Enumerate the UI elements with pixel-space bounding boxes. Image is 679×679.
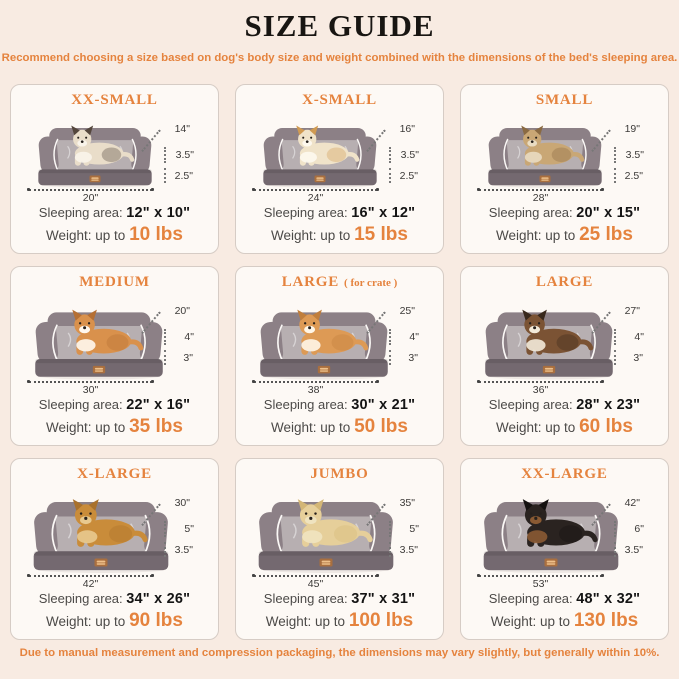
width-dim-label: 45"	[307, 578, 324, 591]
bed-illustration	[23, 293, 206, 396]
sleeping-area-line	[248, 396, 431, 416]
weight-line	[248, 415, 431, 439]
base-height-dim-label: 3"	[408, 352, 418, 364]
weight-line	[248, 223, 431, 247]
weight-line	[248, 609, 431, 633]
weight-value: 10 lbs	[129, 224, 183, 246]
base-height-dim-line	[164, 542, 166, 557]
base-height-dim-label: 2.5"	[624, 170, 643, 182]
dog-bed-with-french-bulldog-image	[481, 117, 609, 189]
dog-bed-with-puppy-image	[256, 117, 384, 189]
base-height-dim-label: 2.5"	[174, 170, 193, 182]
depth-dim-label: 19"	[624, 123, 640, 135]
depth-dim-label: 30"	[174, 497, 190, 509]
dog-bed-with-golden-retriever-image	[25, 489, 177, 574]
width-dim-line	[479, 381, 602, 383]
size-card-medium	[10, 266, 219, 446]
sleeping-area-label: Sleeping area:	[263, 590, 348, 606]
width-dim-label: 42"	[82, 578, 99, 591]
size-title	[248, 465, 431, 483]
width-dim-line	[254, 575, 377, 577]
bolster-height-dim-label: 3.5"	[400, 149, 419, 161]
base-height-dim-label: 3.5"	[624, 544, 643, 556]
size-name: XX-SMALL	[71, 92, 158, 108]
bed-illustration	[473, 293, 656, 396]
size-name: XX-LARGE	[521, 466, 608, 482]
weight-label: Weight: up to	[271, 420, 351, 436]
size-card-small	[460, 84, 669, 254]
base-height-dim-line	[164, 168, 166, 183]
bolster-height-dim-label: 4"	[634, 331, 644, 343]
size-title	[23, 91, 206, 109]
width-dim-label: 28"	[532, 192, 549, 205]
size-card-x-large	[10, 458, 219, 640]
weight-value: 25 lbs	[579, 224, 633, 246]
weight-label: Weight: up to	[271, 228, 351, 244]
width-dim-line	[29, 381, 152, 383]
dog-bed-with-cat-image	[31, 117, 159, 189]
sleeping-area-value: 28" x 23"	[576, 396, 641, 413]
bolster-height-dim-line	[164, 521, 166, 537]
sleeping-area-label: Sleeping area:	[263, 204, 348, 220]
base-height-dim-line	[614, 542, 616, 557]
base-height-dim-line	[614, 350, 616, 365]
sleeping-area-line	[473, 396, 656, 416]
bed-illustration	[248, 111, 431, 204]
bed-illustration	[473, 111, 656, 204]
width-dim-line	[479, 575, 602, 577]
sleeping-area-value: 20" x 15"	[576, 204, 641, 221]
bolster-height-dim-line	[614, 329, 616, 345]
base-height-dim-label: 3.5"	[399, 544, 418, 556]
sleeping-area-line	[23, 204, 206, 224]
sleeping-area-line	[23, 590, 206, 610]
weight-label: Weight: up to	[496, 228, 576, 244]
bolster-height-dim-label: 4"	[409, 331, 419, 343]
bed-illustration	[23, 485, 206, 590]
sleeping-area-value: 30" x 21"	[351, 396, 416, 413]
sleeping-area-label: Sleeping area:	[488, 204, 573, 220]
weight-line	[473, 609, 656, 633]
size-name: X-SMALL	[302, 92, 377, 108]
page-title: SIZE GUIDE	[244, 8, 435, 43]
sleeping-area-label: Sleeping area:	[488, 396, 573, 412]
base-height-dim-line	[389, 542, 391, 557]
size-card-xx-small	[10, 84, 219, 254]
sleeping-area-value: 12" x 10"	[126, 204, 191, 221]
weight-value: 130 lbs	[573, 610, 639, 632]
depth-dim-label: 27"	[624, 305, 640, 317]
sleeping-area-label: Sleeping area:	[38, 590, 123, 606]
depth-dim-label: 20"	[174, 305, 190, 317]
base-height-dim-line	[614, 168, 616, 183]
width-dim-line	[29, 575, 152, 577]
size-title	[248, 273, 431, 291]
bed-illustration	[23, 111, 206, 204]
size-card-large-for-crate	[235, 266, 444, 446]
weight-label: Weight: up to	[496, 420, 576, 436]
bolster-height-dim-line	[389, 329, 391, 345]
width-dim-line	[29, 189, 152, 191]
bolster-height-dim-line	[614, 521, 616, 537]
size-name: LARGE	[535, 274, 594, 290]
weight-value: 100 lbs	[348, 610, 414, 632]
weight-line	[23, 415, 206, 439]
depth-dim-label: 35"	[399, 497, 415, 509]
bolster-height-dim-label: 5"	[184, 523, 194, 535]
width-dim-label: 36"	[532, 384, 549, 397]
sleeping-area-value: 16" x 12"	[351, 204, 416, 221]
size-name: X-LARGE	[77, 466, 152, 482]
bolster-height-dim-label: 3.5"	[175, 149, 194, 161]
page-header	[0, 0, 679, 64]
bolster-height-dim-label: 5"	[409, 523, 419, 535]
width-dim-line	[254, 189, 377, 191]
bolster-height-dim-label: 4"	[184, 331, 194, 343]
weight-label: Weight: up to	[490, 614, 571, 630]
weight-label: Weight: up to	[46, 228, 126, 244]
sleeping-area-line	[23, 396, 206, 416]
weight-line	[473, 223, 656, 247]
size-name: MEDIUM	[79, 274, 150, 290]
base-height-dim-label: 3.5"	[174, 544, 193, 556]
base-height-dim-label: 3"	[633, 352, 643, 364]
base-height-dim-label: 3"	[183, 352, 193, 364]
weight-value: 60 lbs	[579, 416, 633, 438]
size-name: JUMBO	[310, 466, 369, 482]
size-title	[248, 91, 431, 109]
weight-value: 35 lbs	[129, 416, 183, 438]
width-dim-line	[479, 189, 602, 191]
depth-dim-label: 16"	[399, 123, 415, 135]
bolster-height-dim-line	[164, 147, 166, 163]
sleeping-area-label: Sleeping area:	[38, 204, 123, 220]
size-title	[23, 465, 206, 483]
footer-note: Due to manual measurement and compression packaging, the dimensions may vary slightly, but generally within 10%.	[19, 647, 660, 659]
depth-dim-label: 14"	[174, 123, 190, 135]
size-title	[473, 465, 656, 483]
weight-value: 15 lbs	[354, 224, 408, 246]
sleeping-area-line	[248, 204, 431, 224]
dog-bed-with-corgi-image	[27, 300, 171, 381]
bed-illustration	[248, 293, 431, 396]
base-height-dim-line	[389, 168, 391, 183]
dog-bed-with-shiba-inu-image	[252, 300, 396, 381]
bolster-height-dim-label: 3.5"	[625, 149, 644, 161]
size-title	[473, 273, 656, 291]
sleeping-area-value: 48" x 32"	[576, 590, 641, 607]
sleeping-area-label: Sleeping area:	[263, 396, 348, 412]
size-card-x-small	[235, 84, 444, 254]
sleeping-area-line	[473, 590, 656, 610]
sleeping-area-value: 22" x 16"	[126, 396, 191, 413]
weight-value: 90 lbs	[129, 610, 183, 632]
size-card-large	[460, 266, 669, 446]
weight-label: Weight: up to	[46, 614, 126, 630]
size-card-xx-large	[460, 458, 669, 640]
bolster-height-dim-line	[389, 147, 391, 163]
sleeping-area-value: 34" x 26"	[126, 590, 191, 607]
bolster-height-dim-line	[614, 147, 616, 163]
sleeping-area-line	[473, 204, 656, 224]
weight-value: 50 lbs	[354, 416, 408, 438]
dog-bed-with-labrador-image	[250, 489, 402, 574]
size-title	[473, 91, 656, 109]
page-subtitle: Recommend choosing a size based on dog's body size and weight combined with the dimensions of the bed's sleeping area.	[1, 52, 678, 64]
depth-dim-label: 42"	[624, 497, 640, 509]
width-dim-label: 24"	[307, 192, 324, 205]
depth-dim-label: 25"	[399, 305, 415, 317]
width-dim-label: 38"	[307, 384, 324, 397]
weight-line	[23, 223, 206, 247]
dog-bed-with-rottweiler-image	[475, 489, 627, 574]
width-dim-label: 20"	[82, 192, 99, 205]
bed-illustration	[473, 485, 656, 590]
size-grid	[10, 84, 669, 640]
sleeping-area-label: Sleeping area:	[488, 590, 573, 606]
sleeping-area-line	[248, 590, 431, 610]
bolster-height-dim-label: 6"	[634, 523, 644, 535]
width-dim-label: 53"	[532, 578, 549, 591]
width-dim-label: 30"	[82, 384, 99, 397]
weight-label: Weight: up to	[265, 614, 346, 630]
weight-label: Weight: up to	[46, 420, 126, 436]
base-height-dim-label: 2.5"	[399, 170, 418, 182]
dog-bed-with-australian-shepherd-image	[477, 300, 621, 381]
size-card-jumbo	[235, 458, 444, 640]
size-title	[23, 273, 206, 291]
weight-line	[473, 415, 656, 439]
width-dim-line	[254, 381, 377, 383]
sleeping-area-label: Sleeping area:	[38, 396, 123, 412]
weight-line	[23, 609, 206, 633]
bolster-height-dim-line	[389, 521, 391, 537]
base-height-dim-line	[164, 350, 166, 365]
size-name: LARGE	[281, 274, 340, 290]
size-name: SMALL	[535, 92, 594, 108]
bolster-height-dim-line	[164, 329, 166, 345]
size-name-suffix: ( for crate )	[344, 277, 398, 289]
base-height-dim-line	[389, 350, 391, 365]
sleeping-area-value: 37" x 31"	[351, 590, 416, 607]
bed-illustration	[248, 485, 431, 590]
